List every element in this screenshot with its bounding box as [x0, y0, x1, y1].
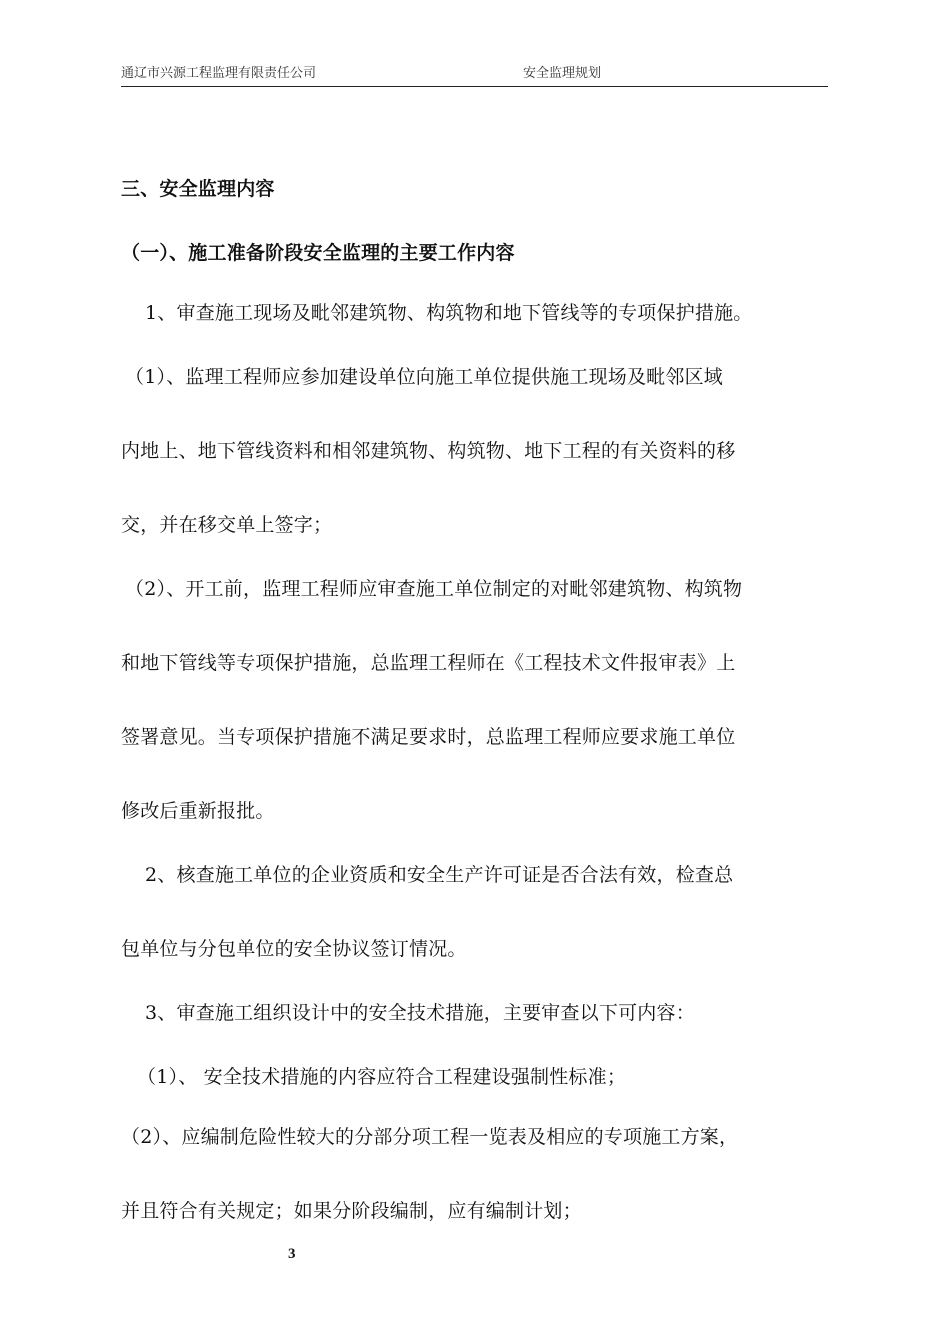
page-number: 3 [288, 1246, 296, 1262]
paragraph-line: 3、审查施工组织设计中的安全技术措施，主要审查以下可内容： [145, 1002, 695, 1024]
header-doc-title: 安全监理规划 [523, 66, 602, 81]
paragraph-line: 1、审查施工现场及毗邻建筑物、构筑物和地下管线等的专项保护措施。 [145, 302, 753, 324]
paragraph-line: （2）、应编制危险性较大的分部分项工程一览表及相应的专项施工方案， [121, 1126, 739, 1148]
subsection-title: （一）、施工准备阶段安全监理的主要工作内容 [121, 242, 515, 264]
paragraph-line: 和地下管线等专项保护措施，总监理工程师在《工程技术文件报审表》上 [121, 652, 736, 674]
header-company: 通辽市兴源工程监理有限责任公司 [121, 66, 317, 81]
paragraph-line: （2）、开工前，监理工程师应审查施工单位制定的对毗邻建筑物、构筑物 [125, 578, 743, 600]
paragraph-line: 交，并在移交单上签字； [121, 514, 333, 536]
section-title: 三、安全监理内容 [121, 178, 275, 200]
paragraph-line: 并且符合有关规定；如果分阶段编制，应有编制计划； [121, 1200, 582, 1222]
page-header [121, 64, 828, 87]
paragraph-line: （1）、 安全技术措施的内容应符合工程建设强制性标准； [137, 1066, 627, 1088]
paragraph-line: 内地上、地下管线资料和相邻建筑物、构筑物、地下工程的有关资料的移 [121, 440, 736, 462]
paragraph-line: （1）、监理工程师应参加建设单位向施工单位提供施工现场及毗邻区域 [125, 366, 723, 388]
paragraph-line: 签署意见。当专项保护措施不满足要求时，总监理工程师应要求施工单位 [121, 726, 736, 748]
paragraph-line: 2、核查施工单位的企业资质和安全生产许可证是否合法有效，检查总 [145, 864, 734, 886]
paragraph-line: 包单位与分包单位的安全协议签订情况。 [121, 938, 467, 960]
paragraph-line: 修改后重新报批。 [121, 800, 275, 822]
